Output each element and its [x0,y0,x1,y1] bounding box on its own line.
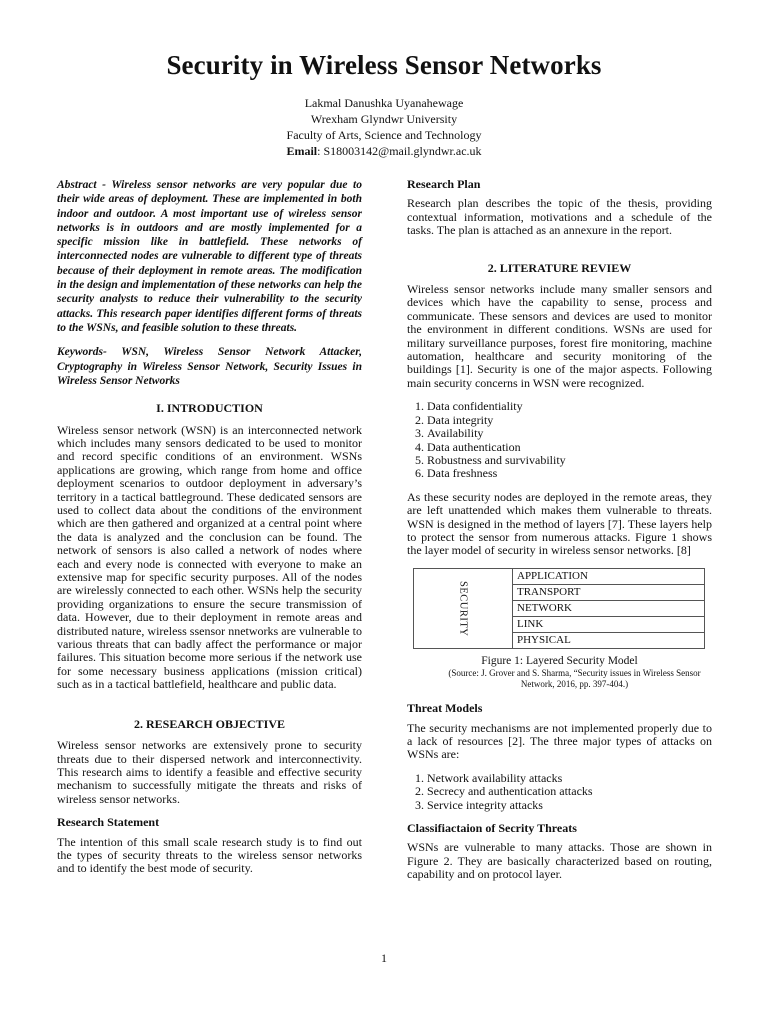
abstract: Abstract - Wireless sensor networks are very popular due to their wide areas of deployment. These are implemented in both indoor and outdoor. A most important use of wireless sensor networks is in outdoors and are mostly implemented for a specific mission like in battlefield. These networks of interconnected nodes are vulnerable to different type of threats because of their deployment in remote areas. The modification in the design and implementation of these networks can help the security analysts to reduce their vulnerability to the security attacks. This research paper identifies different forms of threats to the WSNs, and feasible solution to these threats. [57,179,362,334]
email-label: Email [286,144,318,158]
research-plan-text: Research plan describes the topic of the thesis, providing contextual information, motivations and a schedule of the tasks. The plan is attached as an annexure in the report. [407,196,712,238]
research-objective-heading: 2. RESEARCH OBJECTIVE [133,716,286,731]
author-block [0,95,768,159]
keywords: Keywords- WSN, Wireless Sensor Network Attacker, Cryptography in Wireless Sensor Network, Security Issues in Wireless Sensor Networks [57,346,362,387]
author-faculty: Faculty of Arts, Science and Technology [286,128,482,142]
layer-cell: PHYSICAL [513,632,705,648]
author-university: Wrexham Glyndwr University [310,112,458,126]
list-item: 4. Data authentication [427,441,712,454]
layer-cell: NETWORK [513,600,705,616]
paper-title: Security in Wireless Sensor Networks [166,50,602,80]
left-column [57,178,362,886]
list-item: 2. Secrecy and authentication attacks [427,785,712,798]
research-objective-text: Wireless sensor networks are extensively prone to security threats due to their dispersed network and interconnectivity. This research aims to identify a feasible and effective security mechanism to successfully mitigate the threats and risks of wireless sensor networks. [57,738,362,806]
list-item: 3. Service integrity attacks [427,799,712,812]
layer-cell: LINK [513,616,705,632]
classification-text: WSNs are vulnerable to many attacks. Those are shown in Figure 2. They are basically characterized based on routing, capability and on protocol layer. [407,840,712,882]
page-number: 1 [381,951,387,965]
security-side-label: SECURITY [457,580,469,636]
layer-cell: APPLICATION [513,568,705,584]
research-statement-text: The intention of this small scale research study is to find out the types of security threats to the wireless sensor networks and to identify the best mode of security. [57,834,362,876]
list-item: 6. Data freshness [427,467,712,480]
layer-cell: TRANSPORT [513,584,705,600]
layered-security-model [413,568,705,649]
list-item: 5. Robustness and survivability [427,454,712,467]
list-item: 1. Network availability attacks [427,772,712,785]
threat-models-text: The security mechanisms are not implemented properly due to a lack of resources [2]. The three major types of attacks on WSNs are: [407,720,712,762]
research-plan-heading: Research Plan [407,177,481,191]
attacks-list [407,772,712,812]
research-statement-heading: Research Statement [57,815,160,830]
author-email: : S18003142@mail.glyndwr.ac.uk [317,144,482,158]
author-name: Lakmal Danushka Uyanahewage [304,96,464,110]
layers-text: As these security nodes are deployed in the remote areas, they are left unattended which makes them vulnerable to threats. WSN is designed in the method of layers [7]. These layers help to protect the sensor from numerous attacks. Figure 1 shows the layer model of security in wireless sensor networks. [8] [407,489,712,558]
author-email-line [0,143,768,159]
figure-1 [407,568,712,690]
threat-models-heading: Threat Models [407,701,483,716]
security-side-cell [414,568,513,648]
right-column [407,178,712,892]
figure-source: (Source: J. Grover and S. Sharma, “Security issues in Wireless Sensor Network, 2016, pp. 397-404.) [448,668,701,690]
list-item: 3. Availability [427,427,712,440]
literature-review-heading: 2. LITERATURE REVIEW [487,260,632,275]
introduction-text: Wireless sensor network (WSN) is an interconnected network which includes many sensors dedicated to be used to monitor and record specific conditions of an environment. WSNs applications are growing, which range from home and office deployment scenarios to outdoor deployment in adversary’s territory in a tactical battleground. These dedicated sensors are used to collect data about the conditions of the environment which are then gathered and organized at a central point where the data is analyzed and the conclusion can be found. The network of sensors is also called a network of nodes where each and every node is connected with everyone to make an extensive map for specific security purposes. All of the nodes are wirelessly connected to each other. WSNs help the security providing organizations to ensure the secure transmission of data. However, due to their deployment in remote areas and distributed nature, wireless ssensor nnetworks are vulnerable to various threats that can badly affect the performance or major failures. This situation become more serious if the network use for some necessary business applications (mission critical) such as in a tactical battlefield, healthcare and public data. [57,422,362,692]
classification-heading: Classifiactaion of Secrity Threats [407,821,577,835]
literature-review-text: Wireless sensor networks include many smaller sensors and devices which have the capability to sense, process and communicate. These sensors and devices are used to monitor the environment in different conditions. WSNs are used for military surveillance purposes, forest fire monitoring, machine automation, healthcare and security monitoring of the buildings [1]. Security is one of the major aspects. Following main security concerns in WSN were recognized. [407,282,712,390]
introduction-heading: I. INTRODUCTION [156,401,263,416]
security-concerns-list [407,400,712,480]
list-item: 2. Data integrity [427,414,712,427]
figure-caption: Figure 1: Layered Security Model [481,654,638,667]
list-item: 1. Data confidentiality [427,400,712,413]
